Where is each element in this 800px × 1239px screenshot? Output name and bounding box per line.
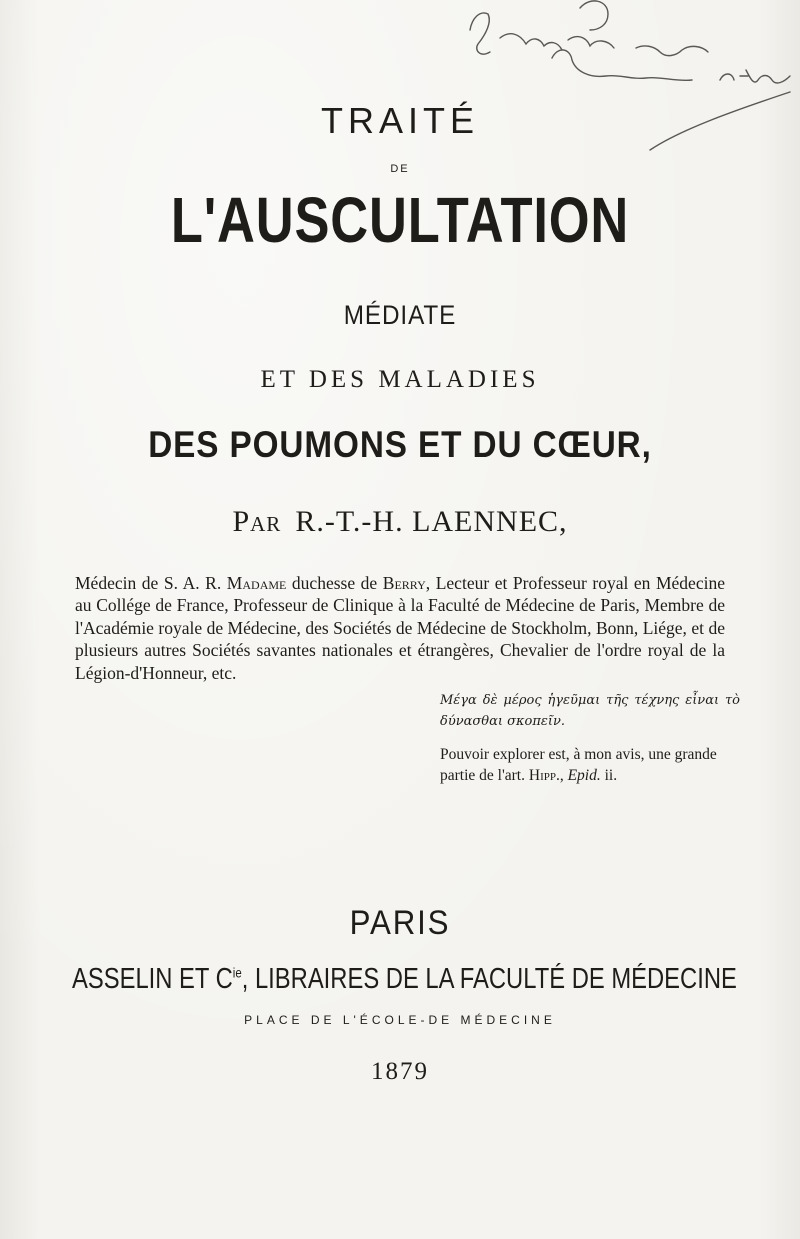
handwritten-pencil-inscription [440, 0, 800, 170]
title-traite: TRAITÉ [320, 100, 479, 141]
credentials-rest: , Lecteur et Professeur royal en Médecine au Collége de France, Professeur de Clinique à la Faculté de Médecine de Paris, Membre de l'Académie royale de Médecine, des Sociétés de Médecine de Stockholm, Bonn, Liége, et de plusieurs autres Sociétés savantes nationales et étrangères, Chevalier de l'ordre royal de la Légion-d'Honneur, etc. [75, 573, 725, 683]
epigraph-source-work: Epid. [567, 767, 601, 784]
subtitle-poumons-coeur: DES POUMONS ET DU CŒUR, [148, 424, 652, 465]
epigraph-source-author: Hipp. [528, 767, 560, 784]
imprint-publisher [72, 963, 737, 996]
credentials-start: Médecin de S. A. R. [75, 573, 227, 593]
credentials-berry: Berry [382, 573, 426, 593]
imprint-city: PARIS [349, 904, 451, 942]
author-par: Par [232, 505, 282, 538]
credentials-middle: duchesse de [286, 573, 383, 593]
epigraph-french-text: Pouvoir explorer est, à mon avis, une grande partie de l'art. [440, 746, 717, 784]
imprint-address: PLACE DE L'ÉCOLE-DE MÉDECINE [244, 1013, 556, 1027]
author-name: R.-T.-H. LAENNEC, [295, 505, 568, 538]
epigraph-source-book: ii. [604, 767, 618, 784]
main-title: L'AUSCULTATION [170, 184, 630, 256]
epigraph-greek: Μέγα δὲ μέρος ἡγεῦμαι τῆς τέχνης εἶναι τὸ δύνασθαι σκοπεῖν. [440, 693, 740, 729]
author-credentials [75, 572, 725, 684]
subtitle-mediate: MÉDIATE [343, 300, 457, 330]
epigraph-french: Pouvoir explorer est, à mon avis, une grande partie de l'art. Hipp., Epid. ii. [440, 746, 717, 784]
subtitle-et-des-maladies: ET DES MALADIES [260, 366, 540, 393]
publisher-rest: , LIBRAIRES DE LA FACULTÉ DE MÉDECINE [241, 963, 737, 995]
publisher-sup: ie [232, 964, 242, 981]
credentials-madame: Madame [226, 573, 287, 593]
imprint-year: 1879 [371, 1058, 429, 1085]
publisher-name: ASSELIN ET C [72, 963, 233, 995]
author-line [0, 505, 800, 539]
title-de: DE [390, 163, 410, 175]
